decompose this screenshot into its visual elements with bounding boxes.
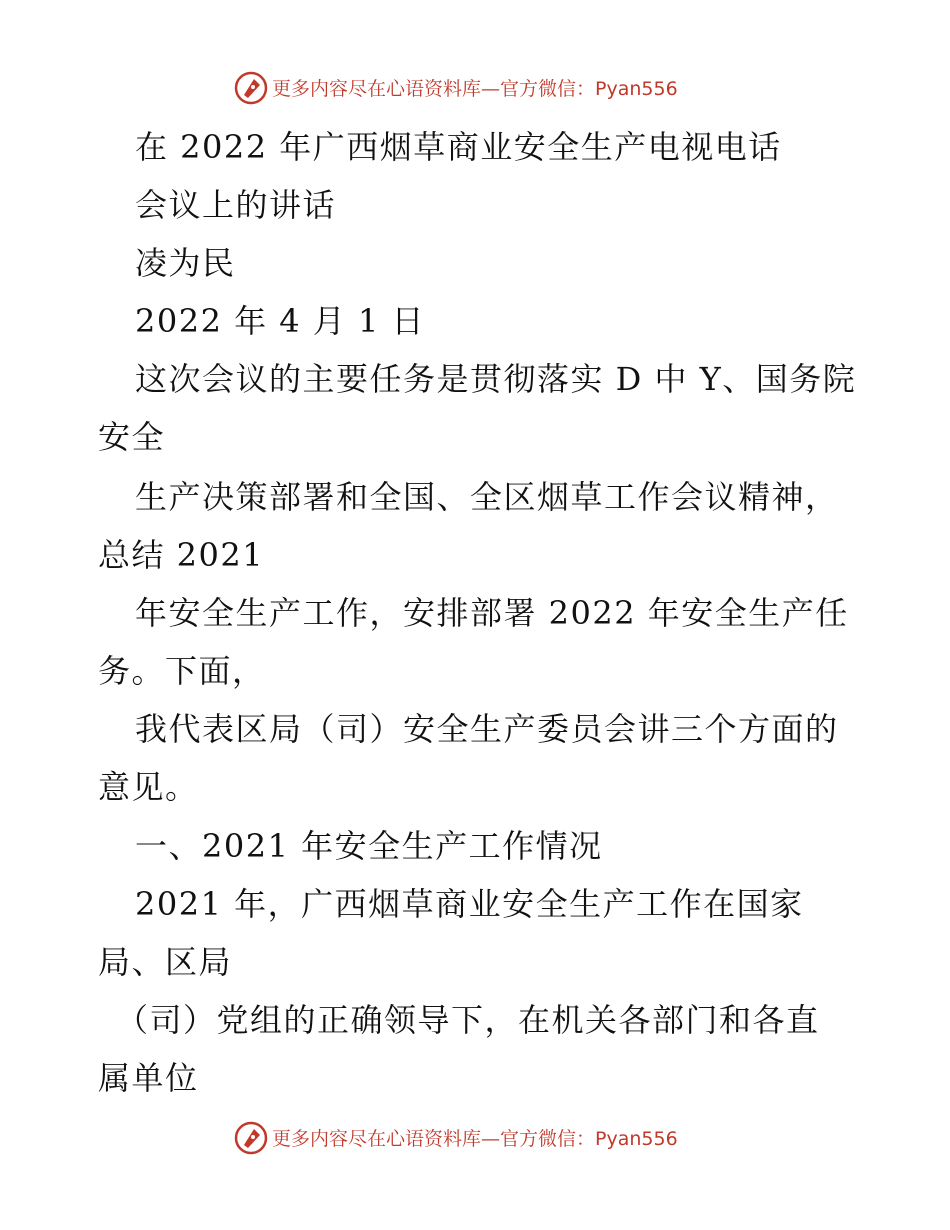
- banner-text: 更多内容尽在心语资料库—官方微信：: [272, 1128, 596, 1150]
- date: 2022 年 4 月 1 日: [135, 302, 426, 340]
- pen-nib-logo-icon: [234, 71, 268, 105]
- paragraph-line: （司）党组的正确领导下，在机关各部门和各直: [116, 1001, 820, 1039]
- paragraph-line: 安全: [98, 418, 166, 456]
- watermark-banner-top: [0, 70, 950, 110]
- banner-text: 更多内容尽在心语资料库—官方微信：: [272, 78, 596, 100]
- section-heading: 一、2021 年安全生产工作情况: [135, 827, 603, 865]
- wechat-id: Pyan556: [595, 78, 678, 100]
- paragraph-line: 局、区局: [98, 943, 233, 981]
- pen-nib-logo-icon: [234, 1121, 268, 1155]
- author: 凌为民: [135, 244, 236, 282]
- paragraph-line: 年安全生产工作，安排部署 2022 年安全生产任: [135, 594, 849, 632]
- paragraph-line: 这次会议的主要任务是贯彻落实 D 中 Y、国务院: [135, 360, 857, 398]
- paragraph-line: 务。下面，: [98, 652, 266, 690]
- paragraph-line: 生产决策部署和全国、全区烟草工作会议精神，: [135, 478, 839, 516]
- wechat-id: Pyan556: [595, 1128, 678, 1150]
- title-line-1: 在 2022 年广西烟草商业安全生产电视电话: [135, 128, 782, 166]
- paragraph-line: 属单位: [98, 1059, 199, 1097]
- paragraph-line: 总结 2021: [98, 536, 265, 574]
- paragraph-line: 我代表区局（司）安全生产委员会讲三个方面的: [135, 710, 839, 748]
- paragraph-line: 意见。: [98, 768, 199, 806]
- paragraph-line: 2021 年，广西烟草商业安全生产工作在国家: [135, 885, 804, 923]
- watermark-banner-bottom: [0, 1120, 950, 1160]
- title-line-2: 会议上的讲话: [135, 186, 337, 224]
